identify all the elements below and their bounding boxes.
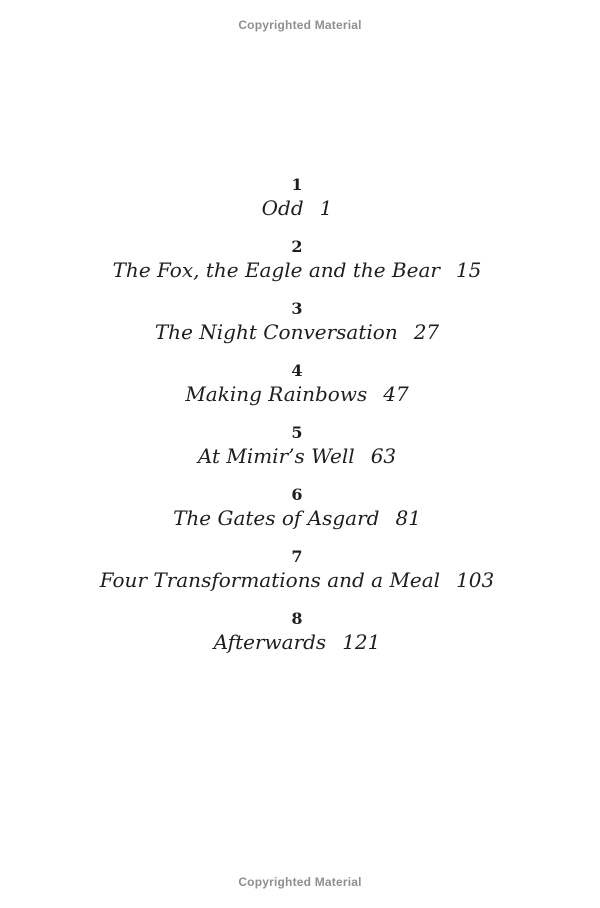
chapter-title-line <box>0 258 594 282</box>
chapter-number: 7 <box>291 547 303 566</box>
toc-chapter-entry <box>0 174 594 220</box>
chapter-title-line <box>0 196 594 220</box>
chapter-page-number: 47 <box>383 382 409 406</box>
chapter-page-number: 63 <box>370 444 397 468</box>
chapter-title: Four Transformations and a Meal <box>99 568 441 592</box>
copyright-banner-top: Copyrighted Material <box>238 18 362 32</box>
chapter-title: The Fox, the Eagle and the Bear <box>112 258 440 282</box>
toc-chapter-entry <box>0 546 594 592</box>
toc-chapter-entry <box>0 608 594 654</box>
chapter-title-line <box>0 568 594 592</box>
chapter-page-number: 1 <box>319 196 333 220</box>
chapter-title: Afterwards <box>213 630 327 654</box>
chapter-title-line <box>0 506 594 530</box>
chapter-title: The Gates of Asgard <box>173 506 380 530</box>
chapter-title-line <box>0 382 594 406</box>
chapter-number: 5 <box>291 423 303 442</box>
chapter-title: At Mimir’s Well <box>197 444 355 468</box>
chapter-title-line <box>0 444 594 468</box>
copyright-banner-bottom: Copyrighted Material <box>238 875 362 889</box>
toc-chapter-entry <box>0 360 594 406</box>
toc-chapter-entry <box>0 484 594 530</box>
chapter-number: 8 <box>291 609 303 628</box>
toc-chapter-entry <box>0 236 594 282</box>
chapter-page-number: 121 <box>342 630 381 654</box>
chapter-page-number: 27 <box>413 320 440 344</box>
chapter-title-line <box>0 630 594 654</box>
chapter-number: 2 <box>291 237 303 256</box>
chapter-title-line <box>0 320 594 344</box>
chapter-number: 1 <box>291 175 303 194</box>
chapter-title: Odd <box>261 196 304 220</box>
toc-chapter-entry <box>0 298 594 344</box>
chapter-number: 3 <box>291 299 303 318</box>
chapter-title: The Night Conversation <box>154 320 398 344</box>
table-of-contents <box>0 174 594 670</box>
chapter-page-number: 81 <box>395 506 421 530</box>
chapter-page-number: 15 <box>455 258 482 282</box>
chapter-number: 4 <box>291 361 303 380</box>
toc-chapter-entry <box>0 422 594 468</box>
chapter-page-number: 103 <box>456 568 495 592</box>
chapter-number: 6 <box>291 485 303 504</box>
chapter-title: Making Rainbows <box>185 382 368 406</box>
